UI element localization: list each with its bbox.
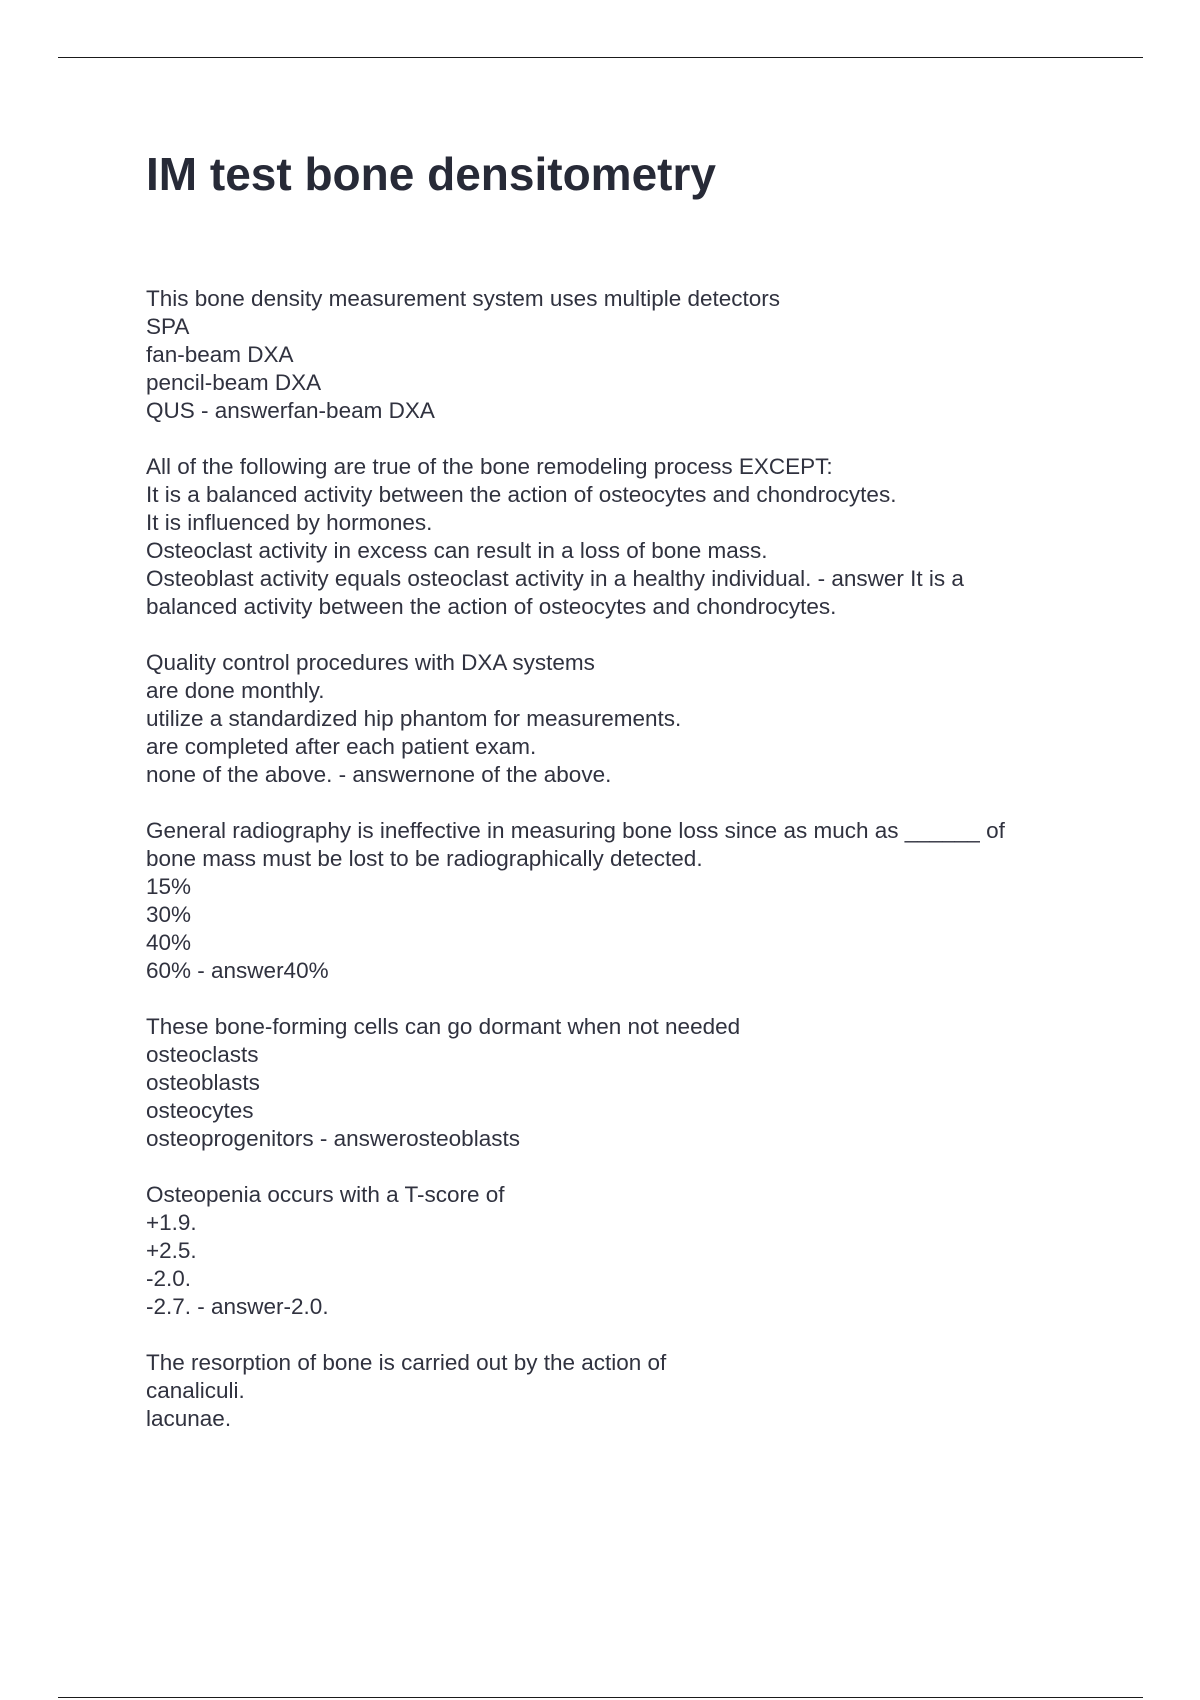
answer-option: balanced activity between the action of osteocytes and chondrocytes. xyxy=(146,594,837,619)
question-text: bone mass must be lost to be radiographically detected. xyxy=(146,846,703,871)
answer-option: 40% xyxy=(146,930,192,955)
answer-option: none of the above. - answernone of the above. xyxy=(146,762,612,787)
answer-option: osteoprogenitors - answerosteoblasts xyxy=(146,1126,520,1151)
answer-option: osteoclasts xyxy=(146,1042,259,1067)
question-block xyxy=(146,1349,1086,1433)
answer-option: -2.7. - answer-2.0. xyxy=(146,1294,329,1319)
answer-option: utilize a standardized hip phantom for measurements. xyxy=(146,706,682,731)
answer-option: It is influenced by hormones. xyxy=(146,510,433,535)
question-block xyxy=(146,285,1086,425)
top-divider xyxy=(58,57,1143,58)
answer-option: 60% - answer40% xyxy=(146,958,329,983)
question-text: The resorption of bone is carried out by the action of xyxy=(146,1350,667,1375)
answer-option: lacunae. xyxy=(146,1406,232,1431)
answer-option: SPA xyxy=(146,314,190,339)
answer-option: +2.5. xyxy=(146,1238,197,1263)
document-title: IM test bone densitometry xyxy=(146,148,716,200)
question-block xyxy=(146,649,1086,789)
question-text: Quality control procedures with DXA systems xyxy=(146,650,595,675)
question-text: Osteopenia occurs with a T-score of xyxy=(146,1182,505,1207)
answer-option: are completed after each patient exam. xyxy=(146,734,537,759)
question-text: All of the following are true of the bone remodeling process EXCEPT: xyxy=(146,454,833,479)
answer-option: are done monthly. xyxy=(146,678,325,703)
answer-option: -2.0. xyxy=(146,1266,192,1291)
question-block xyxy=(146,1181,1086,1321)
answer-option: canaliculi. xyxy=(146,1378,245,1403)
answer-option: pencil-beam DXA xyxy=(146,370,322,395)
question-text: These bone-forming cells can go dormant when not needed xyxy=(146,1014,741,1039)
answer-option: QUS - answerfan-beam DXA xyxy=(146,398,435,423)
answer-option: +1.9. xyxy=(146,1210,197,1235)
question-block xyxy=(146,453,1086,621)
answer-option: fan-beam DXA xyxy=(146,342,294,367)
answer-option: Osteoblast activity equals osteoclast activity in a healthy individual. - answer It is a xyxy=(146,566,964,591)
question-list xyxy=(146,285,1086,1461)
answer-option: It is a balanced activity between the action of osteocytes and chondrocytes. xyxy=(146,482,897,507)
answer-option: 30% xyxy=(146,902,192,927)
answer-option: 15% xyxy=(146,874,192,899)
question-text: General radiography is ineffective in measuring bone loss since as much as ______ of xyxy=(146,818,1005,843)
answer-option: Osteoclast activity in excess can result in a loss of bone mass. xyxy=(146,538,768,563)
answer-option: osteoblasts xyxy=(146,1070,260,1095)
answer-option: osteocytes xyxy=(146,1098,254,1123)
question-block xyxy=(146,817,1086,985)
question-text: This bone density measurement system uses multiple detectors xyxy=(146,286,781,311)
question-block xyxy=(146,1013,1086,1153)
bottom-divider xyxy=(58,1697,1143,1698)
